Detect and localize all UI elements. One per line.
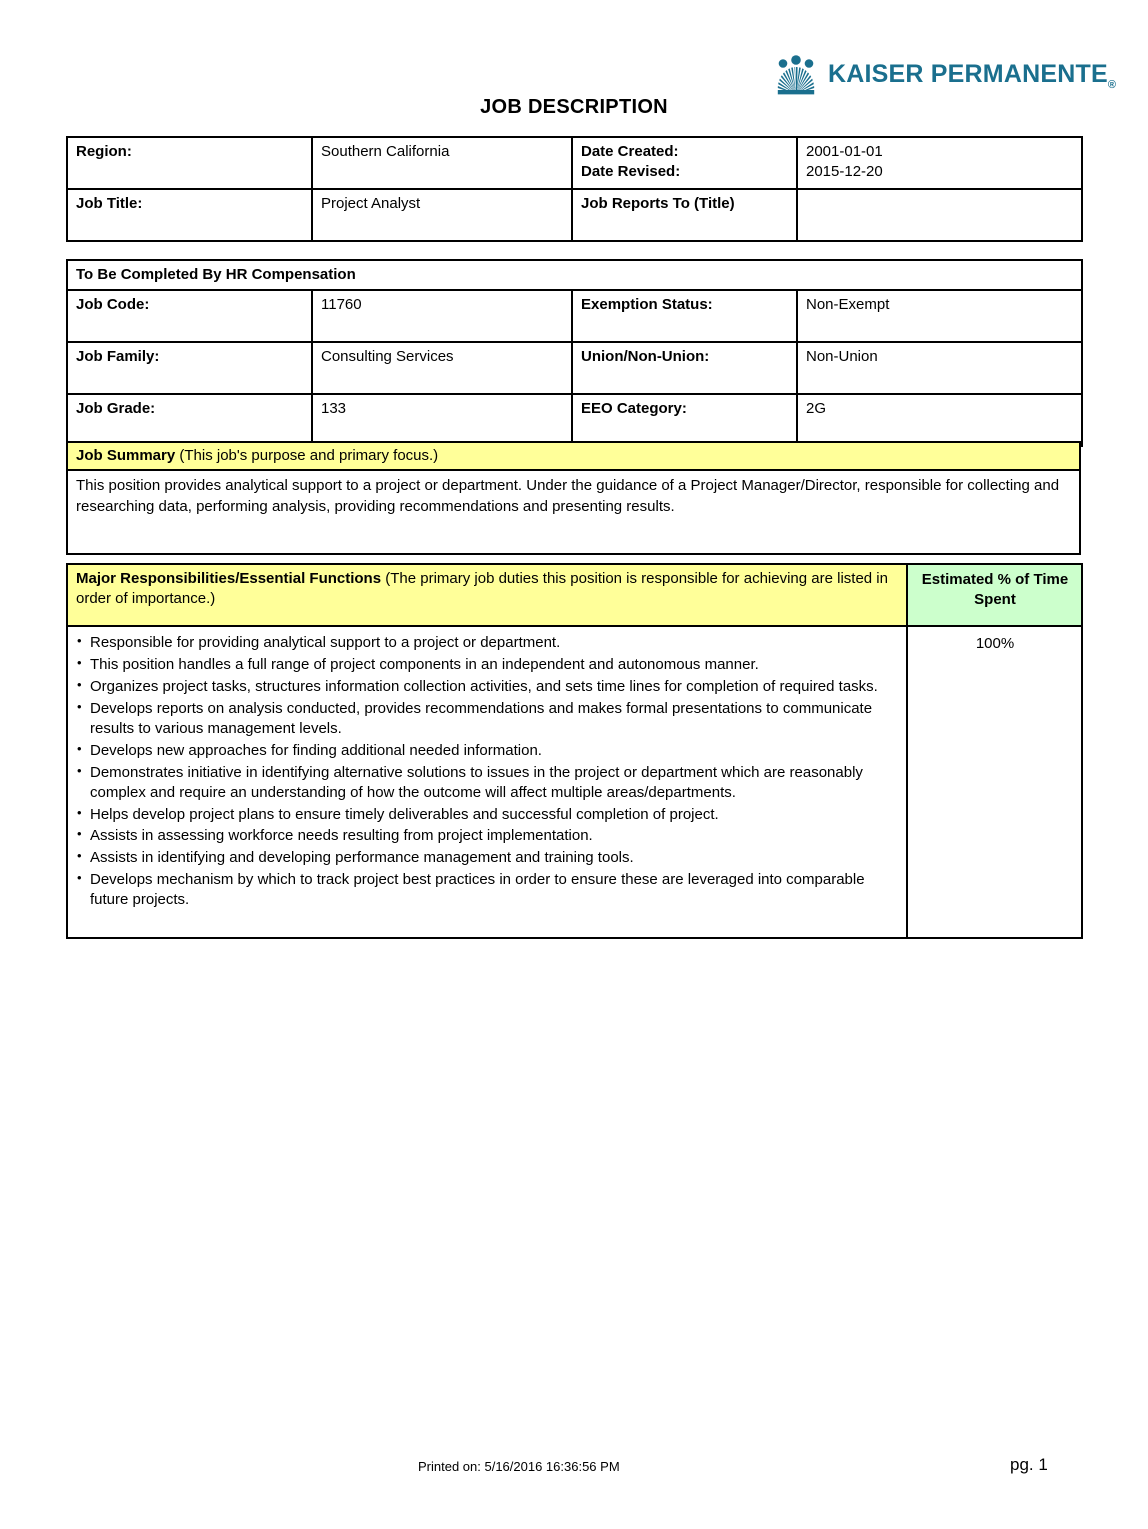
list-item: • Develops new approaches for finding additional needed information. (76, 741, 900, 761)
reports-to-label: Job Reports To (Title) (572, 189, 797, 241)
job-grade-label: Job Grade: (67, 394, 312, 446)
date-labels (572, 137, 797, 189)
list-item: • Assists in identifying and developing performance management and training tools. (76, 848, 900, 868)
list-item: • Demonstrates initiative in identifying alternative solutions to issues in the project or department which are reasonably complex and require an understanding of how the outcome will affect multiple areas/departments. (76, 763, 900, 803)
page-number: pg. 1 (1010, 1455, 1048, 1474)
region-value: Southern California (312, 137, 572, 189)
reports-to-value (797, 189, 1082, 241)
list-item: • Develops reports on analysis conducted, provides recommendations and makes formal presentations to communicate results to various management levels. (76, 699, 900, 739)
responsibilities-heading (67, 564, 907, 626)
identity-table (66, 136, 1083, 242)
table-row (67, 137, 1082, 189)
job-family-label: Job Family: (67, 342, 312, 394)
time-spent-header: Estimated % of Time Spent (907, 564, 1082, 626)
table-row (67, 442, 1080, 470)
job-family-value: Consulting Services (312, 342, 572, 394)
printed-on-text: Printed on: 5/16/2016 16:36:56 PM (418, 1459, 620, 1474)
union-value: Non-Union (797, 342, 1082, 394)
list-item: • Assists in assessing workforce needs resulting from project implementation. (76, 826, 900, 846)
eeo-category-value: 2G (797, 394, 1082, 446)
list-item: • Responsible for providing analytical support to a project or department. (76, 633, 900, 653)
date-created-label: Date Created: (581, 143, 679, 160)
classification-table (66, 341, 1083, 447)
date-revised-label: Date Revised: (581, 163, 681, 181)
eeo-category-label: EEO Category: (572, 394, 797, 446)
kaiser-permanente-logo (772, 52, 1117, 98)
time-spent-value: 100% (907, 626, 1082, 938)
region-label: Region: (67, 137, 312, 189)
list-item: • Develops mechanism by which to track project best practices in order to ensure these are leveraged into comparable future projects. (76, 870, 900, 910)
job-summary-heading-bold: Job Summary (76, 447, 176, 464)
table-row (67, 564, 1082, 626)
hr-section-title: To Be Completed By HR Compensation (67, 260, 1082, 290)
job-summary-table (66, 441, 1081, 555)
hr-compensation-table (66, 259, 1083, 343)
table-row (67, 342, 1082, 394)
logo-wordmark (828, 60, 1116, 91)
responsibilities-table (66, 563, 1083, 939)
exemption-status-label: Exemption Status: (572, 290, 797, 342)
table-row (67, 189, 1082, 241)
responsibilities-list (76, 633, 900, 910)
date-revised-value: 2015-12-20 (806, 163, 883, 181)
table-row (67, 470, 1080, 554)
responsibilities-list-cell (67, 626, 907, 938)
union-label: Union/Non-Union: (572, 342, 797, 394)
logo-wordmark-text: KAISER PERMANENTE (828, 59, 1108, 88)
job-title-label: Job Title: (67, 189, 312, 241)
responsibilities-heading-bold: Major Responsibilities/Essential Functions (76, 570, 382, 587)
page-title: JOB DESCRIPTION (480, 96, 668, 118)
job-code-label: Job Code: (67, 290, 312, 342)
job-grade-value: 133 (312, 394, 572, 446)
job-summary-heading-note: (This job's purpose and primary focus.) (175, 447, 439, 464)
kaiser-sunburst-icon (772, 54, 820, 96)
job-summary-heading (67, 442, 1080, 470)
job-title-value: Project Analyst (312, 189, 572, 241)
exemption-status-value: Non-Exempt (797, 290, 1082, 342)
table-row (67, 260, 1082, 290)
table-row (67, 394, 1082, 446)
table-row (67, 290, 1082, 342)
date-values (797, 137, 1082, 189)
responsibilities-heading-note: (The primary job duties this position is responsible for achieving are listed in order of importance.) (76, 570, 888, 608)
job-code-value: 11760 (312, 290, 572, 342)
list-item: • Organizes project tasks, structures information collection activities, and sets time lines for completion of required tasks. (76, 677, 900, 697)
table-row (67, 626, 1082, 938)
job-summary-text: This position provides analytical support to a project or department. Under the guidance of a Project Manager/Director, responsible for collecting and researching data, performing analysis, providing recommendations and presenting results. (67, 470, 1080, 554)
list-item: • Helps develop project plans to ensure timely deliverables and successful completion of project. (76, 805, 900, 825)
date-created-value: 2001-01-01 (806, 143, 883, 160)
list-item: • This position handles a full range of project components in an independent and autonomous manner. (76, 655, 900, 675)
registered-trademark-icon: ® (1107, 78, 1117, 91)
